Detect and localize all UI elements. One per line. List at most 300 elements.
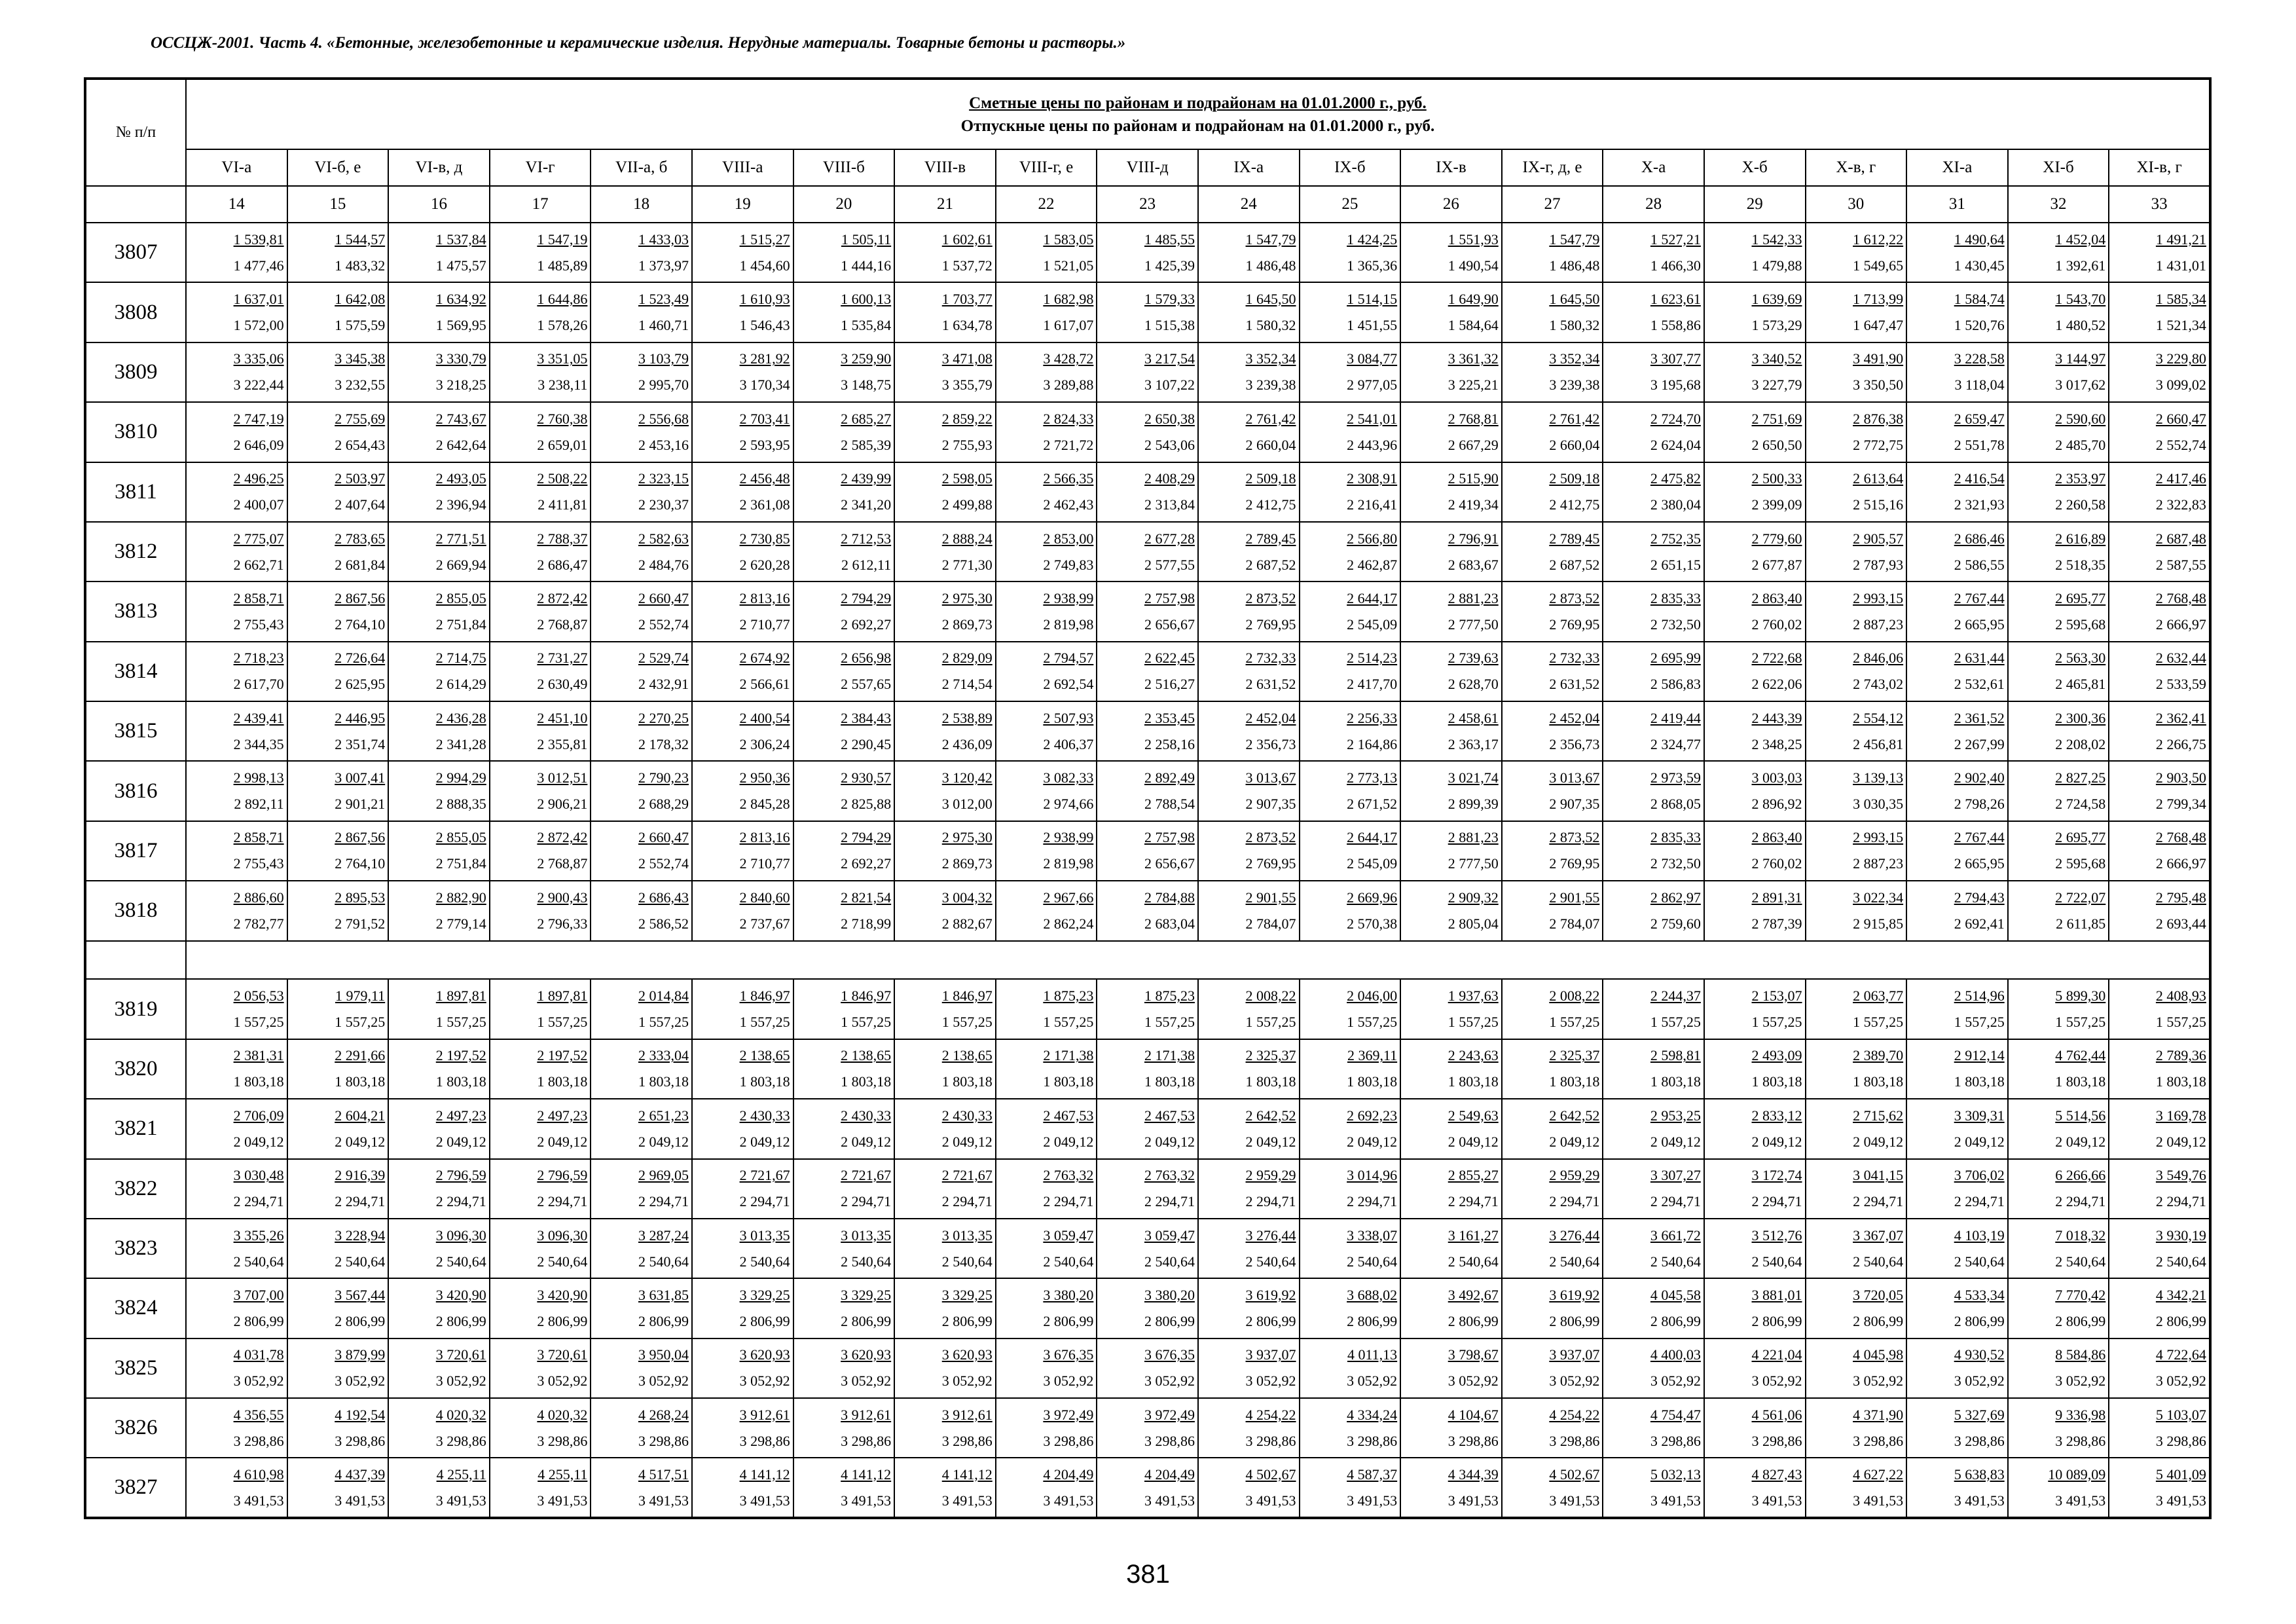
price-cell [1502,1278,1603,1338]
price-cell [1603,1338,1704,1398]
estimate-price: 5 103,07 [2155,1406,2206,1423]
price-cell [186,342,287,402]
price-cell [1502,1219,1603,1278]
row-id: 3821 [85,1099,186,1158]
release-price: 3 491,53 [1043,1492,1094,1509]
release-price: 3 298,86 [1245,1432,1296,1449]
estimate-price: 2 291,66 [335,1047,386,1064]
estimate-price: 2 872,42 [537,829,588,846]
price-cell [894,1398,996,1458]
estimate-price: 2 308,91 [1347,470,1398,487]
release-price: 2 611,85 [2056,915,2106,932]
release-price: 2 321,93 [1954,496,2005,513]
estimate-price: 2 419,44 [1650,709,1701,726]
estimate-price: 4 437,39 [335,1466,386,1483]
release-price: 3 491,53 [1650,1492,1701,1509]
release-price: 1 557,25 [2155,1014,2206,1031]
release-price: 2 436,09 [941,735,993,752]
estimate-price: 2 768,81 [1448,410,1499,427]
price-cell [2109,581,2210,641]
release-price: 1 803,18 [2055,1073,2106,1090]
price-cell [186,1219,287,1278]
release-price: 3 052,92 [1245,1373,1296,1390]
estimate-price: 2 873,52 [1245,829,1296,846]
price-cell [1906,1159,2008,1219]
price-cell [2008,881,2109,940]
table-row [85,1159,2210,1219]
price-cell [591,1338,692,1398]
price-cell [894,1219,996,1278]
price-cell [287,282,389,342]
price-cell [591,821,692,881]
estimate-price: 2 715,62 [1853,1107,1904,1124]
price-cell [1806,581,1907,641]
price-cell [1806,1039,1907,1099]
estimate-price: 1 544,57 [335,231,386,248]
estimate-price: 2 138,65 [941,1047,993,1064]
estimate-price: 1 602,61 [941,231,993,248]
estimate-price: 2 632,44 [2155,650,2206,667]
release-price: 3 052,92 [1650,1373,1701,1390]
estimate-price: 2 642,52 [1549,1107,1600,1124]
estimate-price: 2 888,24 [941,530,993,547]
table-row [85,979,2210,1039]
estimate-price: 2 497,23 [435,1107,486,1124]
release-price: 2 551,78 [1954,436,2005,453]
column-number: 17 [490,186,591,223]
estimate-price: 3 144,97 [2055,350,2106,367]
release-price: 2 665,95 [1954,616,2005,633]
estimate-price: 1 639,69 [1751,291,1802,308]
estimate-price: 6 266,66 [2055,1167,2106,1184]
estimate-price: 2 975,30 [941,829,993,846]
price-cell [388,223,490,282]
estimate-price: 2 824,33 [1043,410,1094,427]
release-price: 1 557,25 [1043,1014,1094,1031]
estimate-price: 2 687,48 [2155,530,2206,547]
estimate-price: 1 846,97 [841,987,892,1005]
release-price: 1 521,34 [2155,317,2206,334]
column-number: 15 [287,186,389,223]
release-price: 3 118,04 [1954,377,2005,394]
estimate-price: 2 950,36 [739,769,790,786]
estimate-price: 3 309,31 [1954,1107,2005,1124]
release-price: 2 806,99 [638,1312,689,1329]
estimate-price: 2 389,70 [1853,1047,1904,1064]
estimate-price: 3 041,15 [1853,1167,1904,1184]
release-price: 2 660,04 [1549,436,1600,453]
release-price: 2 995,70 [638,377,689,394]
price-cell [490,1338,591,1398]
release-price: 1 444,16 [841,257,892,274]
release-price: 1 557,25 [941,1014,993,1031]
price-cell [1603,642,1704,701]
price-cell [1097,1219,1198,1278]
release-price: 3 052,92 [1347,1373,1398,1390]
estimate-price: 2 795,48 [2155,889,2206,906]
release-price: 3 298,86 [739,1432,790,1449]
release-price: 3 238,11 [538,377,588,394]
release-price: 3 148,75 [841,377,892,394]
estimate-price: 2 790,23 [638,769,689,786]
price-cell [388,821,490,881]
release-price: 1 546,43 [739,317,790,334]
estimate-price: 3 014,96 [1347,1167,1398,1184]
release-price: 2 806,99 [233,1312,284,1329]
release-price: 2 294,71 [1549,1193,1600,1210]
price-cell [1300,1338,1401,1398]
price-cell [996,1278,1097,1338]
estimate-price: 3 059,47 [1144,1227,1195,1244]
price-cell [1400,342,1502,402]
estimate-price: 1 505,11 [841,231,892,248]
price-cell [1704,821,1806,881]
estimate-price: 3 380,20 [1144,1286,1195,1303]
release-price: 3 298,86 [1347,1432,1398,1449]
price-cell [1198,1099,1300,1158]
release-price: 2 677,87 [1751,556,1802,573]
price-cell [490,881,591,940]
release-price: 2 784,07 [1549,915,1600,932]
estimate-price: 2 631,44 [1954,650,2005,667]
price-cell [1806,1219,1907,1278]
estimate-price: 2 855,27 [1448,1167,1499,1184]
price-cell [186,282,287,342]
estimate-price: 2 604,21 [335,1107,386,1124]
price-cell [388,522,490,581]
estimate-price: 2 622,45 [1144,650,1195,667]
release-price: 3 222,44 [233,377,284,394]
price-cell [996,821,1097,881]
row-number-blank [85,186,186,223]
price-cell [1906,462,2008,522]
release-price: 1 520,76 [1954,317,2005,334]
price-cell [894,1458,996,1518]
estimate-price: 4 103,19 [1954,1227,2005,1244]
estimate-price: 4 045,58 [1650,1286,1701,1303]
estimate-price: 2 835,33 [1650,589,1701,606]
release-price: 2 294,71 [1954,1193,2005,1210]
estimate-price: 2 325,37 [1245,1047,1296,1064]
price-cell [1097,821,1198,881]
price-cell [1603,1278,1704,1338]
price-cell [591,1039,692,1099]
release-price: 1 557,25 [1448,1014,1499,1031]
release-price: 2 686,47 [537,556,588,573]
district-column-header: XI-б [2008,149,2109,186]
estimate-price: 3 329,25 [841,1286,892,1303]
row-id: 3817 [85,821,186,881]
estimate-price: 2 938,99 [1043,829,1094,846]
price-cell [1198,282,1300,342]
release-price: 2 540,64 [1954,1253,2005,1270]
price-cell [1704,1458,1806,1518]
estimate-price: 2 556,68 [638,410,689,427]
estimate-price: 2 714,75 [435,650,486,667]
price-cell [2109,462,2210,522]
table-row [85,1398,2210,1458]
estimate-price: 2 873,52 [1549,829,1600,846]
price-cell [388,1338,490,1398]
release-price: 2 681,84 [335,556,386,573]
estimate-price: 3 688,02 [1347,1286,1398,1303]
district-column-header: IX-а [1198,149,1300,186]
release-price: 3 225,21 [1448,377,1499,394]
table-row [85,402,2210,462]
estimate-price: 2 903,50 [2155,769,2206,786]
estimate-price: 2 881,23 [1448,829,1499,846]
price-cell [1603,282,1704,342]
estimate-price: 3 512,76 [1751,1227,1802,1244]
district-column-header: XI-в, г [2109,149,2210,186]
price-cell [1400,1219,1502,1278]
release-price: 3 030,35 [1853,796,1904,813]
estimate-price: 2 855,05 [435,829,486,846]
table-row [85,1039,2210,1099]
release-price: 2 230,37 [638,496,689,513]
price-cell [490,282,591,342]
estimate-price: 1 527,21 [1650,231,1701,248]
release-price: 2 974,66 [1043,796,1094,813]
column-number: 23 [1097,186,1198,223]
price-cell [996,1099,1097,1158]
release-price: 2 798,26 [1954,796,2005,813]
price-cell [1603,881,1704,940]
release-price: 3 491,53 [1954,1492,2005,1509]
estimate-price: 2 430,33 [739,1107,790,1124]
price-cell [1097,642,1198,701]
price-cell [894,581,996,641]
release-price: 2 407,64 [335,496,386,513]
price-cell [692,821,793,881]
price-cell [490,522,591,581]
price-cell [1704,761,1806,821]
price-cell [793,342,895,402]
estimate-price: 7 018,32 [2055,1227,2106,1244]
release-price: 2 614,29 [435,676,486,693]
estimate-price: 2 722,68 [1751,650,1802,667]
release-price: 2 049,12 [537,1133,588,1150]
release-price: 2 411,81 [538,496,588,513]
release-price: 2 049,12 [1751,1133,1802,1150]
price-cell [1400,1338,1502,1398]
estimate-price: 2 721,67 [739,1167,790,1184]
column-number: 30 [1806,186,1907,223]
estimate-price: 3 937,07 [1245,1346,1296,1363]
price-cell [1906,402,2008,462]
estimate-price: 4 587,37 [1347,1466,1398,1483]
price-cell [1704,1398,1806,1458]
release-price: 3 052,92 [1549,1373,1600,1390]
release-price: 2 764,10 [335,616,386,633]
release-price: 2 887,23 [1853,855,1904,872]
release-price: 2 806,99 [1043,1312,1094,1329]
price-cell [591,701,692,761]
release-price: 2 294,71 [1144,1193,1195,1210]
release-price: 2 570,38 [1347,915,1398,932]
price-cell [490,1099,591,1158]
price-cell [894,1338,996,1398]
estimate-price: 2 056,53 [233,987,284,1005]
release-price: 2 586,55 [1954,556,2005,573]
release-price: 2 540,64 [1347,1253,1398,1270]
district-column-header: X-в, г [1806,149,1907,186]
price-cell [1300,1278,1401,1338]
release-price: 2 687,52 [1245,556,1296,573]
estimate-price: 2 430,33 [841,1107,892,1124]
column-number: 24 [1198,186,1300,223]
estimate-price: 3 330,79 [435,350,486,367]
price-cell [287,1398,389,1458]
estimate-price: 2 993,15 [1853,829,1904,846]
estimate-price: 2 008,22 [1245,987,1296,1005]
price-cell [1198,1398,1300,1458]
estimate-price: 3 881,01 [1751,1286,1802,1303]
estimate-price: 3 103,79 [638,350,689,367]
price-cell [793,701,895,761]
release-price: 1 575,59 [335,317,386,334]
estimate-price: 2 840,60 [739,889,790,906]
price-cell [388,881,490,940]
price-cell [1603,1219,1704,1278]
price-cell [996,1398,1097,1458]
estimate-price: 2 788,37 [537,530,588,547]
price-cell [1806,402,1907,462]
estimate-price: 2 755,69 [335,410,386,427]
release-price: 3 052,92 [941,1373,993,1390]
estimate-price: 4 722,64 [2155,1346,2206,1363]
release-price: 2 692,54 [1043,676,1094,693]
release-price: 1 535,84 [841,317,892,334]
price-cell [2008,821,2109,881]
column-number: 32 [2008,186,2109,223]
estimate-price: 4 255,11 [436,1466,486,1483]
price-cell [490,1039,591,1099]
release-price: 2 806,99 [1245,1312,1296,1329]
estimate-price: 2 901,55 [1245,889,1296,906]
price-cell [793,1219,895,1278]
price-cell [1300,462,1401,522]
price-cell [996,462,1097,522]
price-cell [1502,1398,1603,1458]
estimate-price: 2 452,04 [1549,709,1600,726]
estimate-price: 2 153,07 [1751,987,1802,1005]
estimate-price: 2 695,77 [2055,829,2106,846]
estimate-price: 2 747,19 [233,410,284,427]
estimate-price: 1 682,98 [1043,291,1094,308]
estimate-price: 3 706,02 [1954,1167,2005,1184]
estimate-price: 2 993,15 [1853,589,1904,606]
release-price: 2 882,67 [941,915,993,932]
release-price: 2 552,74 [638,616,689,633]
price-cell [1806,282,1907,342]
estimate-price: 2 333,04 [638,1047,689,1064]
price-cell [793,1159,895,1219]
release-price: 2 732,50 [1650,855,1701,872]
estimate-price: 3 567,44 [335,1286,386,1303]
estimate-price: 3 351,05 [537,350,588,367]
price-cell [186,462,287,522]
price-cell [1906,881,2008,940]
release-price: 3 298,86 [537,1432,588,1449]
estimate-price: 3 012,51 [537,769,588,786]
separator-cell [85,941,186,980]
estimate-price: 4 254,22 [1549,1406,1600,1423]
price-cell [2109,1338,2210,1398]
price-cell [1097,402,1198,462]
release-price: 2 806,99 [335,1312,386,1329]
release-price: 3 491,53 [233,1492,284,1509]
estimate-price: 1 637,01 [233,291,284,308]
estimate-price: 2 862,97 [1650,889,1701,906]
estimate-price: 4 754,47 [1650,1406,1701,1423]
estimate-price: 1 514,15 [1347,291,1398,308]
price-cell [1806,761,1907,821]
district-column-header: VII-а, б [591,149,692,186]
estimate-price: 2 566,80 [1347,530,1398,547]
price-cell [2109,642,2210,701]
price-cell [186,1458,287,1518]
release-price: 2 294,71 [2055,1193,2106,1210]
release-price: 2 662,71 [233,556,284,573]
release-price: 2 540,64 [537,1253,588,1270]
price-cell [1906,701,2008,761]
estimate-price: 2 500,33 [1751,470,1802,487]
estimate-price: 2 794,43 [1954,889,2005,906]
release-price: 2 825,88 [841,796,892,813]
release-price: 2 646,09 [233,436,284,453]
release-price: 2 540,64 [1043,1253,1094,1270]
estimate-price: 2 891,31 [1751,889,1802,906]
estimate-price: 2 863,40 [1751,589,1802,606]
estimate-price: 1 612,22 [1853,231,1904,248]
release-price: 2 049,12 [1954,1133,2005,1150]
estimate-price: 3 620,93 [739,1346,790,1363]
column-number: 25 [1300,186,1401,223]
district-column-header: VI-г [490,149,591,186]
price-cell [894,1099,996,1158]
price-cell [1906,282,2008,342]
district-column-header: X-б [1704,149,1806,186]
release-price: 3 491,53 [841,1492,892,1509]
release-price: 2 896,92 [1751,796,1802,813]
estimate-price: 3 950,04 [638,1346,689,1363]
price-cell [1300,402,1401,462]
estimate-price: 2 660,47 [638,589,689,606]
price-cell [591,342,692,402]
estimate-price: 2 761,42 [1245,410,1296,427]
estimate-price: 2 171,38 [1144,1047,1195,1064]
price-cell [1806,1278,1907,1338]
price-cell [1906,342,2008,402]
estimate-price: 3 340,52 [1751,350,1802,367]
price-cell [1300,979,1401,1039]
release-price: 3 052,92 [1144,1373,1195,1390]
estimate-price: 2 554,12 [1853,709,1904,726]
release-price: 2 787,39 [1751,915,1802,932]
price-cell [490,642,591,701]
estimate-price: 1 644,86 [537,291,588,308]
price-cell [287,342,389,402]
estimate-price: 3 228,58 [1954,350,2005,367]
estimate-price: 2 171,38 [1043,1047,1094,1064]
price-cell [490,701,591,761]
price-cell [1198,223,1300,282]
estimate-price: 2 458,61 [1448,709,1499,726]
price-cell [996,1458,1097,1518]
release-price: 1 803,18 [1245,1073,1296,1090]
estimate-price: 2 712,53 [841,530,892,547]
